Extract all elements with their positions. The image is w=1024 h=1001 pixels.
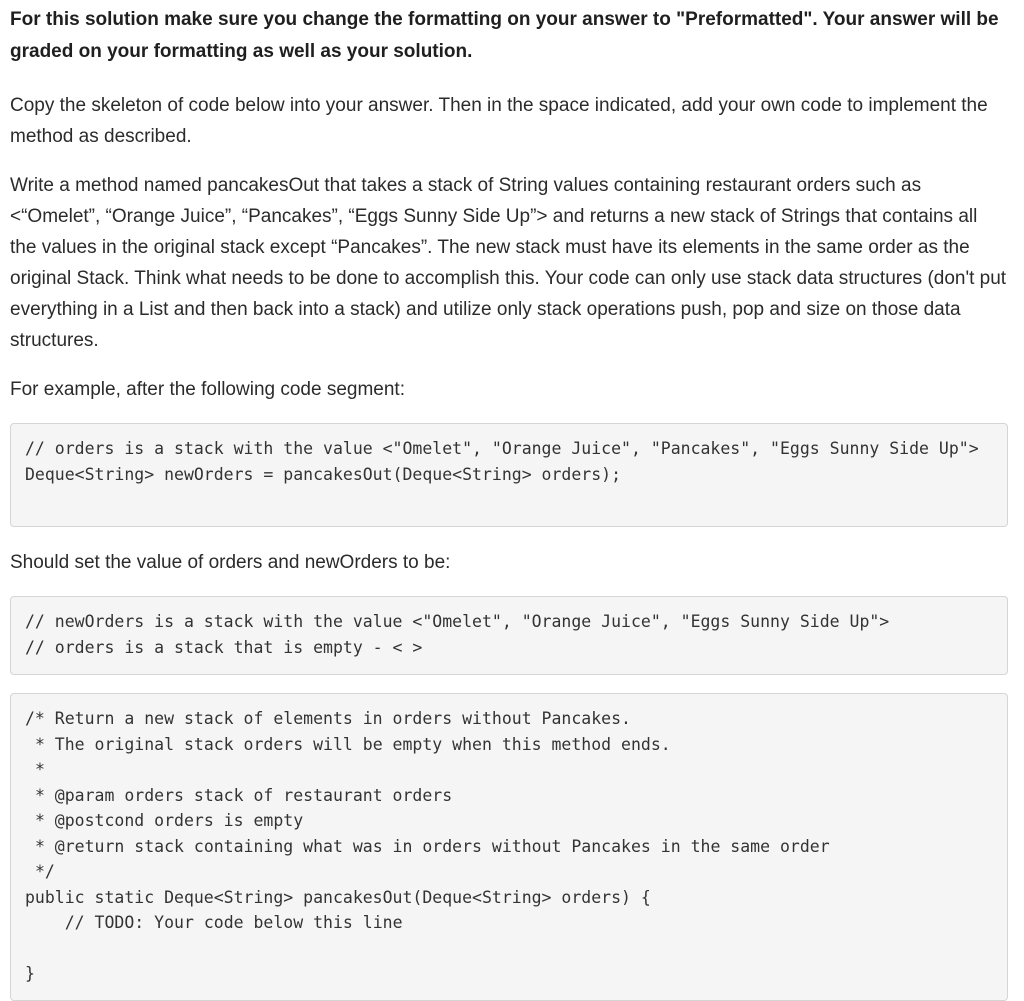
question-content (10, 0, 1008, 1001)
method-description: Write a method named pancakesOut that takes a stack of String values containing restaurant orders such as <“Omelet”, “Orange Juice”, “Pancakes”, “Eggs Sunny Side Up”> and returns a new stack of Strings that contains all the values in the original stack except “Pancakes”. The new stack must have its elements in the same order as the original Stack. Think what needs to be done to accomplish this. Your code can only use stack data structures (don't put everything in a List and then back into a stack) and utilize only stack operations push, pop and size on those data structures. (10, 175, 1007, 351)
formatting-instruction: For this solution make sure you change the formatting on your answer to "Preformatted". Your answer will be graded on your formatting as well as your solution. (10, 9, 999, 62)
example-intro: For example, after the following code segment: (10, 379, 405, 400)
example-code-block (10, 423, 1008, 527)
result-intro: Should set the value of orders and newOrders to be: (10, 552, 451, 573)
result-code-block (10, 596, 1008, 675)
example-code: // orders is a stack with the value <"Omelet", "Orange Juice", "Pancakes", "Eggs Sunny Side Up"> Deque<String> newOrders = pancakesOut(Deque<String> orders); (25, 439, 979, 484)
result-code: // newOrders is a stack with the value <"Omelet", "Orange Juice", "Eggs Sunny Side Up"> // orders is a stack that is empty - < > (25, 612, 890, 657)
skeleton-code-block (10, 693, 1008, 1001)
skeleton-code: /* Return a new stack of elements in orders without Pancakes. * The original stack orders will be empty when this method ends. * * @param orders stack of restaurant orders * @postcond orders is empty * @return stack containing what was in orders without Pancakes in the same order */ public static Deque<String> pancakesOut(Deque<String> orders) { // TODO: Your code below this line } (25, 709, 830, 983)
copy-instruction: Copy the skeleton of code below into your answer. Then in the space indicated, add your own code to implement the method as described. (10, 95, 988, 147)
